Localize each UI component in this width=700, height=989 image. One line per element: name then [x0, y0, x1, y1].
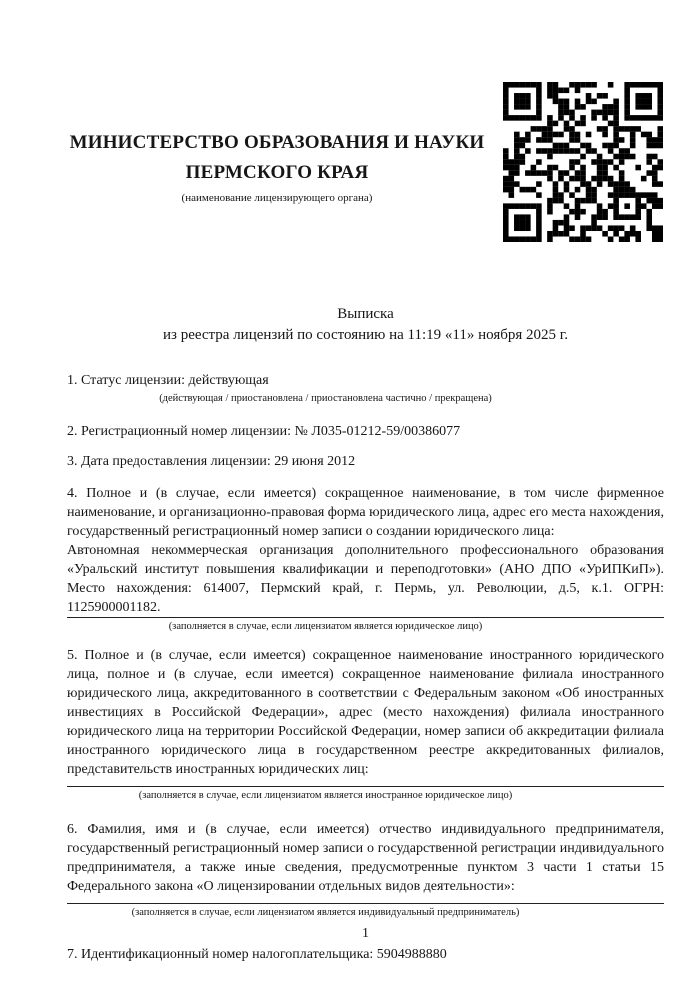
ministry-name-line2: ПЕРМСКОГО КРАЯ [185, 162, 369, 183]
item-individual-entrepreneur-caption: (заполняется в случае, если лицензиатом является индивидуальный предприниматель) [131, 907, 520, 918]
item-foreign-entity-caption: (заполняется в случае, если лицензиатом является иностранное юридическое лицо) [138, 790, 513, 801]
page-number: 1 [362, 926, 369, 941]
document-body [67, 365, 664, 964]
document-title-line2: из реестра лицензий по состоянию на 11:19 «11» ноября 2025 г. [163, 327, 568, 343]
document-title [67, 304, 664, 346]
item-foreign-entity-blank-line [67, 779, 664, 787]
qr-code-icon [503, 82, 663, 242]
licensing-authority-header [67, 128, 487, 205]
item-license-status-caption: (действующая / приостановлена / приостановлена частично / прекращена) [159, 393, 492, 404]
document-title-line1: Выписка [337, 306, 394, 322]
item-legal-entity-value: Автономная некоммерческая организация дополнительного профессионального образования «Уральский институт повышения квалификации и переподготовки» (АНО ДПО «УрИПКиП»). Место нахождения: 614007, Пермский край, г. Пермь, ул. Революции, д.5, к.1. ОГРН: 1125900001182. [67, 541, 664, 618]
item-legal-entity-caption: (заполняется в случае, если лицензиатом является юридическое лицо) [168, 621, 483, 632]
ministry-caption: (наименование лицензирующего органа) [181, 192, 373, 204]
item-foreign-entity-label: 5. Полное и (в случае, если имеется) сокращенное наименование иностранного юридического лица, полное и (в случае, если имеется) сокращенное наименование филиала иностранного юридического лица, аккредитованного в соответствии с Федеральным законом «Об иностранных инвестициях в Российской Федерации», адрес (место нахождения) филиала иностранного юридического лица на территории Российской Федерации, номер записи об аккредитации филиала иностранного юридического лица в государственном реестре аккредитованных филиалов, представительств иностранных юридических лиц: [67, 648, 664, 777]
item-grant-date: 3. Дата предоставления лицензии: 29 июня 2012 [67, 454, 356, 469]
item-individual-entrepreneur-blank-line [67, 896, 664, 904]
ministry-name-line1: МИНИСТЕРСТВО ОБРАЗОВАНИЯ И НАУКИ [69, 132, 485, 153]
item-individual-entrepreneur-label: 6. Фамилия, имя и (в случае, если имеется) отчество индивидуального предпринимателя, государственный регистрационный номер записи о государственной регистрации индивидуального предпринимателя, а также иные сведения, предусмотренные пунктом 3 части 1 статьи 15 Федерального закона «О лицензировании отдельных видов деятельности»: [67, 822, 664, 894]
ministry-name [67, 128, 487, 188]
item-taxpayer-number: 7. Идентификационный номер налогоплательщика: 5904988880 [67, 947, 447, 962]
item-registration-number: 2. Регистрационный номер лицензии: № Л035-01212-59/00386077 [67, 424, 461, 439]
item-legal-entity-label: 4. Полное и (в случае, если имеется) сокращенное наименование, в том числе фирменное наименование, и организационно-правовая форма юридического лица, адрес его места нахождения, государственный регистрационный номер записи о создании юридического лица: [67, 486, 664, 539]
item-license-status: 1. Статус лицензии: действующая [67, 373, 269, 388]
